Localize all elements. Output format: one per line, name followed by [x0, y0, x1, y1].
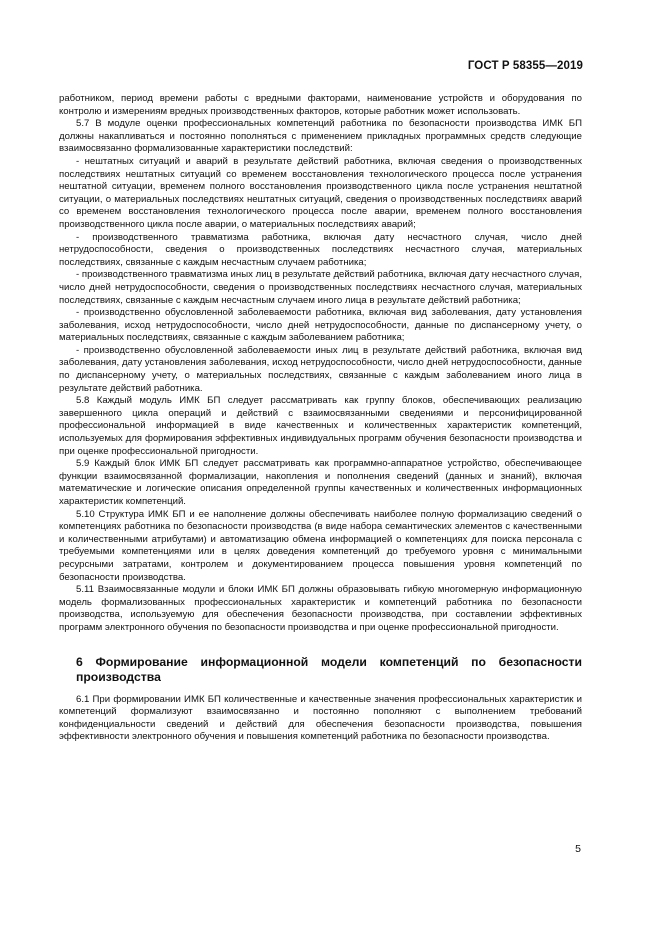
section-heading: 6 Формирование информационной модели компетенций по безопасности производства [76, 654, 582, 684]
list-item-worker-disease: - производственно обусловленной заболеваемости работника, включая вид заболевания, дату установления заболевания, исход нетрудоспособности, число дней нетрудоспособности, данные по диспансерному учету, о материальных последствиях, связанные с каждым заболеванием работника; [59, 307, 582, 344]
list-item-others-injuries: - производственного травматизма иных лиц в результате действий работника, включая дату несчастного случая, число дней нетрудоспособности, сведения о производственных последствиях несчастного случая, материальных последствиях, связанные с каждым несчастным случаем иного лица в результате действий работника; [59, 269, 582, 306]
list-item-worker-injuries: - производственного травматизма работника, включая дату несчастного случая, число дней нетрудоспособности, сведения о производственных последствиях несчастного случая, материальных последствиях, связанные с каждым несчастным случаем работника; [59, 231, 582, 268]
document-body [59, 93, 582, 744]
list-item-others-disease: - производственно обусловленной заболеваемости иных лиц в результате действий работника, включая вид заболевания, дату установления заболевания, исход нетрудоспособности, число дней нетрудоспособности, данные по диспансерному учету, о материальных последствиях, связанные с каждым заболеванием иного лица в результате действий работника. [59, 344, 582, 394]
paragraph-5-8: 5.8 Каждый модуль ИМК БП следует рассматривать как группу блоков, обеспечивающих реализацию завершенного цикла операций и действий с взаимосвязанными сведениями и персонифицированной профессиональной информацией в виде качественных и количественных характеристик компетенций, используемых для формирования эффективных индивидуальных программ обучения безопасности производства и при оценке профессиональной пригодности. [59, 395, 582, 457]
paragraph-continuation: работником, период времени работы с вредными факторами, наименование устройств и оборудования по контролю и измерениям вредных производственных факторов, которые работник может использовать. [59, 93, 582, 117]
standard-code-header: ГОСТ Р 58355—2019 [467, 60, 583, 72]
paragraph-6-1: 6.1 При формировании ИМК БП количественные и качественные значения профессиональных характеристик и компетенций формализуют взаимосвязанно и постоянно пополняют с выполнением требований конфиденциальности сведений и действий для обеспечения безопасности производства, повышения эффективности электронного обучения и повышения компетенций работника по безопасности производства. [59, 693, 582, 743]
paragraph-5-11: 5.11 Взаимосвязанные модули и блоки ИМК БП должны образовывать гибкую многомерную информационную модель формализованных профессиональных характеристик и компетенций работника по безопасности производства, используемую для обеспечения безопасности производства, при составлении эффективных программ электронного обучения по безопасности производства и при оценке профессиональной пригодности. [59, 584, 582, 633]
paragraph-5-10: 5.10 Структура ИМК БП и ее наполнение должны обеспечивать наиболее полную формализацию сведений о компетенциях работника по безопасности производства (в виде набора семантических элементов с качественными и количественными атрибутами) и автоматизацию обмена информацией о компетенциях для поиска персонала с требуемыми компетенциями или в целях доведения компетенций до требуемого уровня с минимальными ресурсными затратами, контролем и документированием процесса повышения уровня компетенций по безопасности производства. [59, 508, 582, 583]
page-number: 5 [575, 843, 581, 855]
list-item-emergencies: - нештатных ситуаций и аварий в результате действий работника, включая сведения о производственных последствиях нештатных ситуаций со временем восстановления технологического процесса после устранения нештатной ситуации, временем полного восстановления производственного цикла после устранения нештатной ситуации, о материальных последствиях нештатных ситуаций, сведения о производственных последствиях аварий со временем восстановления технологического процесса после аварии, временем полного восстановления производственного цикла после аварии, о материальных последствиях аварий; [59, 155, 582, 230]
paragraph-5-9: 5.9 Каждый блок ИМК БП следует рассматривать как программно-аппаратное устройство, обеспечивающее функции взаимосвязанной формализации, накопления и пополнения сведений (данных и знаний), включая математические и логические описания определенной группы качественных и количественных информационных характеристик компетенций. [59, 458, 582, 507]
paragraph-5-7: 5.7 В модуле оценки профессиональных компетенций работника по безопасности производства ИМК БП должны накапливаться и постоянно пополняться с применением прикладных программных средств следующие взаимосвязанно формализованные характеристики последствий: [59, 118, 582, 155]
